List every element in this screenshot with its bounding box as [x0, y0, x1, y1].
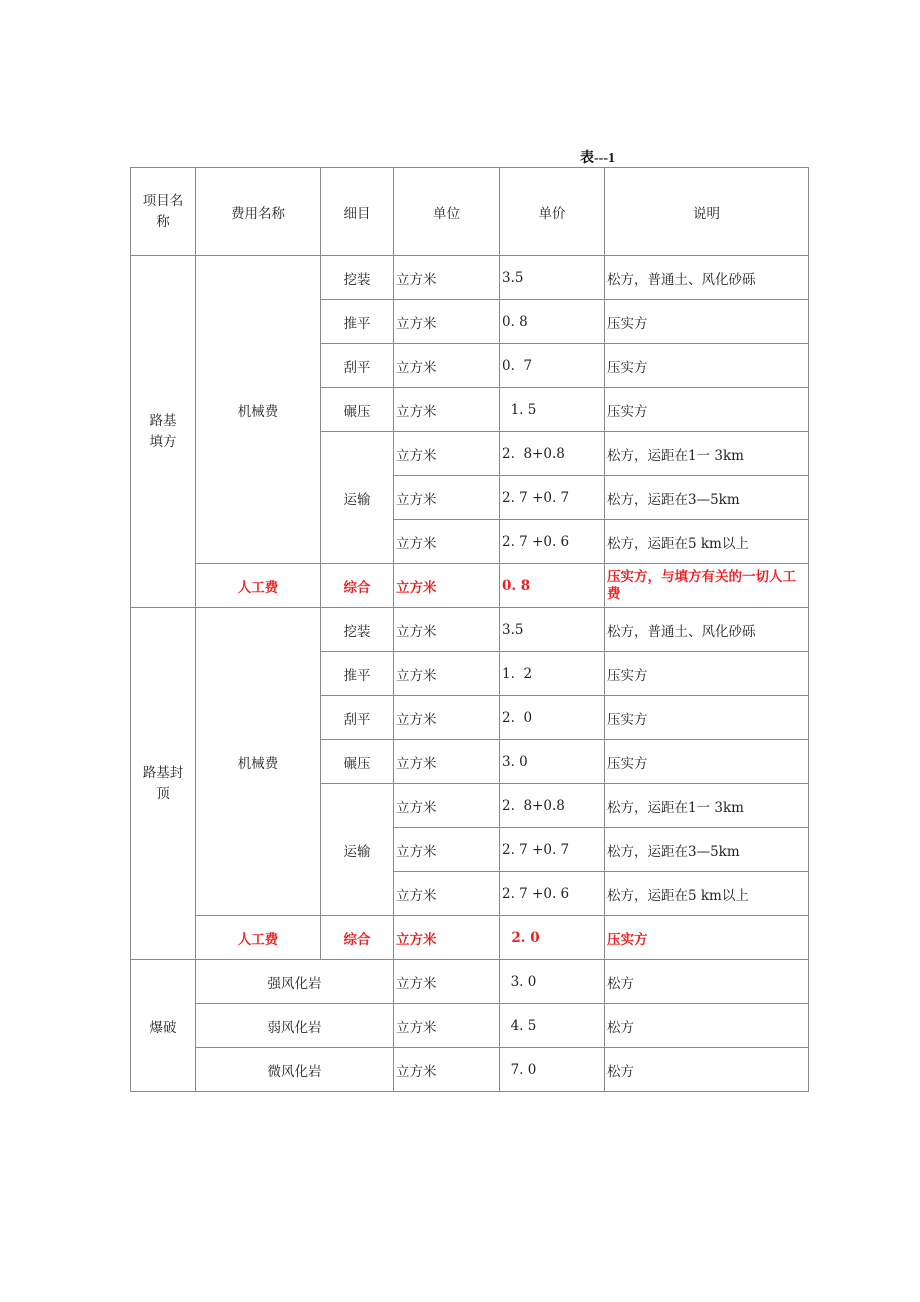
header-fee: 费用名称 — [196, 168, 321, 256]
unit-cell: 立方米 — [394, 432, 500, 476]
unit-cell: 立方米 — [394, 696, 500, 740]
header-project: 项目名称 — [131, 168, 196, 256]
unit-cell: 立方米 — [394, 388, 500, 432]
labor-row — [131, 564, 809, 608]
note-cell: 松方，运距在5 km以上 — [605, 872, 809, 916]
unit-cell: 立方米 — [394, 784, 500, 828]
note-cell: 松方，运距在5 km以上 — [605, 520, 809, 564]
note-cell: 压实方 — [605, 652, 809, 696]
table-row — [131, 1048, 809, 1092]
table-header-row — [131, 168, 809, 256]
unit-cell: 立方米 — [394, 344, 500, 388]
labor-item-cell: 综合 — [321, 916, 394, 960]
price-cell: 3. 0 — [500, 960, 605, 1004]
unit-cell: 立方米 — [394, 608, 500, 652]
price-cell: 2. 7 +0. 6 — [500, 520, 605, 564]
price-cell: 0. 7 — [500, 344, 605, 388]
labor-price-cell: 0. 8 — [500, 564, 605, 608]
unit-cell: 立方米 — [394, 828, 500, 872]
fee-cell: 机械费 — [196, 608, 321, 916]
table-row — [131, 256, 809, 300]
note-cell: 松方 — [605, 1004, 809, 1048]
rock-type-cell: 微风化岩 — [196, 1048, 394, 1092]
price-cell: 4. 5 — [500, 1004, 605, 1048]
note-cell: 压实方 — [605, 300, 809, 344]
item-cell: 推平 — [321, 300, 394, 344]
note-cell: 松方，运距在1一 3km — [605, 432, 809, 476]
note-cell: 松方 — [605, 1048, 809, 1092]
note-cell: 松方，普通土、风化砂砾 — [605, 256, 809, 300]
unit-cell: 立方米 — [394, 256, 500, 300]
price-cell: 7. 0 — [500, 1048, 605, 1092]
labor-fee-cell: 人工费 — [196, 916, 321, 960]
project-cell: 路基 填方 — [131, 256, 196, 608]
price-cell: 2. 8+0.8 — [500, 784, 605, 828]
unit-cell: 立方米 — [394, 960, 500, 1004]
price-cell: 3. 0 — [500, 740, 605, 784]
header-unit: 单位 — [394, 168, 500, 256]
note-cell: 松方，普通土、风化砂砾 — [605, 608, 809, 652]
labor-item-cell: 综合 — [321, 564, 394, 608]
labor-price-cell: 2. 0 — [500, 916, 605, 960]
rock-type-cell: 弱风化岩 — [196, 1004, 394, 1048]
unit-cell: 立方米 — [394, 476, 500, 520]
labor-fee-cell: 人工费 — [196, 564, 321, 608]
unit-cell: 立方米 — [394, 300, 500, 344]
header-price: 单价 — [500, 168, 605, 256]
note-cell: 压实方 — [605, 740, 809, 784]
price-cell: 2. 0 — [500, 696, 605, 740]
item-cell: 刮平 — [321, 696, 394, 740]
price-cell: 1. 5 — [500, 388, 605, 432]
price-cell: 2. 8+0.8 — [500, 432, 605, 476]
transport-item-cell: 运输 — [321, 784, 394, 916]
price-cell: 3.5 — [500, 256, 605, 300]
item-cell: 推平 — [321, 652, 394, 696]
project-cell: 爆破 — [131, 960, 196, 1092]
price-cell: 0. 8 — [500, 300, 605, 344]
header-note: 说明 — [605, 168, 809, 256]
price-cell: 3.5 — [500, 608, 605, 652]
table-row — [131, 960, 809, 1004]
unit-cell: 立方米 — [394, 872, 500, 916]
item-cell: 碾压 — [321, 740, 394, 784]
unit-cell: 立方米 — [394, 740, 500, 784]
labor-note-cell: 压实方 — [605, 916, 809, 960]
labor-note-cell: 压实方，与填方有关的一切人工费 — [605, 564, 809, 608]
unit-cell: 立方米 — [394, 652, 500, 696]
fee-cell: 机械费 — [196, 256, 321, 564]
note-cell: 压实方 — [605, 344, 809, 388]
price-cell: 2. 7 +0. 7 — [500, 828, 605, 872]
note-cell: 松方 — [605, 960, 809, 1004]
labor-row — [131, 916, 809, 960]
note-cell: 压实方 — [605, 696, 809, 740]
table-row — [131, 1004, 809, 1048]
item-cell: 挖装 — [321, 256, 394, 300]
price-cell: 1. 2 — [500, 652, 605, 696]
unit-cell: 立方米 — [394, 1048, 500, 1092]
table-caption: 表---1 — [580, 151, 615, 166]
price-cell: 2. 7 +0. 7 — [500, 476, 605, 520]
header-item: 细目 — [321, 168, 394, 256]
cost-table — [130, 167, 809, 1092]
rock-type-cell: 强风化岩 — [196, 960, 394, 1004]
transport-item-cell: 运输 — [321, 432, 394, 564]
note-cell: 松方，运距在3—5km — [605, 828, 809, 872]
labor-unit-cell: 立方米 — [394, 564, 500, 608]
note-cell: 松方，运距在1一 3km — [605, 784, 809, 828]
labor-unit-cell: 立方米 — [394, 916, 500, 960]
table-row — [131, 608, 809, 652]
note-cell: 松方，运距在3—5km — [605, 476, 809, 520]
note-cell: 压实方 — [605, 388, 809, 432]
item-cell: 碾压 — [321, 388, 394, 432]
project-cell: 路基封顶 — [131, 608, 196, 960]
unit-cell: 立方米 — [394, 1004, 500, 1048]
item-cell: 挖装 — [321, 608, 394, 652]
price-cell: 2. 7 +0. 6 — [500, 872, 605, 916]
item-cell: 刮平 — [321, 344, 394, 388]
unit-cell: 立方米 — [394, 520, 500, 564]
